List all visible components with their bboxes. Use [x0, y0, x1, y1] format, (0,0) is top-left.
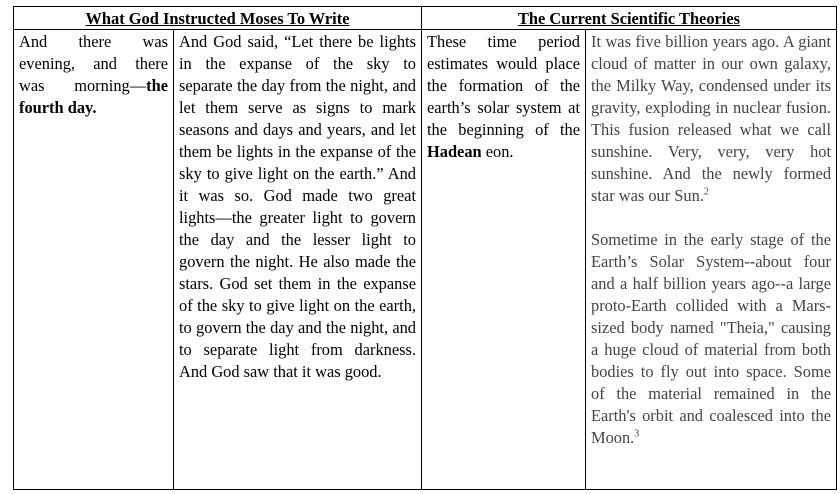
footnote-ref-2: 2: [703, 186, 709, 198]
period-cell: [422, 30, 586, 490]
day-cell: [14, 30, 174, 490]
header-scripture: What God Instructed Moses To Write: [14, 7, 422, 30]
day-text: And there was evening, and there was morning—: [19, 32, 168, 95]
header-science: The Current Scientific Theories: [422, 7, 837, 30]
eon-name: Hadean: [427, 142, 482, 161]
science-paragraph-sun: [591, 31, 831, 207]
period-text: These time period estimates would place the formation of the earth’s solar system at the beginning of the: [427, 32, 580, 139]
science-cell: [586, 30, 837, 490]
footnote-ref-3: 3: [634, 428, 640, 440]
header-row: [14, 7, 837, 30]
science-text-moon: Sometime in the early stage of the Earth’s Solar System--about four and a half billion years ago--a large proto-Earth collided with a Mars-sized body named "Theia," causing a huge cloud of material from both bodies to fly out into space. Some of the material remained in the Earth's orbit and coalesced into the Moon.: [591, 230, 832, 447]
science-paragraph-moon: [591, 229, 831, 449]
period-text-end: eon.: [481, 142, 514, 161]
day-label: the fourth day.: [19, 76, 168, 117]
content-row: [14, 30, 837, 490]
science-text-sun: It was five billion years ago. A giant cloud of matter in our own galaxy, the Milky Way, condensed under its gravity, exploding in nuclear fusion. This fusion released what we call sunshine. Very, very, very hot sunshine. And the newly formed star was our Sun.: [591, 32, 832, 205]
scripture-cell: And God said, “Let there be lights in the expanse of the sky to separate the day from the night, and let them serve as signs to mark seasons and days and years, and let them be lights in the expanse of the sky to give light on the earth.” And it was so. God made two great lights—the greater light to govern the day and the lesser light to govern the night. He also made the stars. God set them in the expanse of the sky to give light on the earth, to govern the day and the night, and to separate light from darkness. And God saw that it was good.: [174, 30, 422, 490]
comparison-table: [13, 6, 837, 490]
